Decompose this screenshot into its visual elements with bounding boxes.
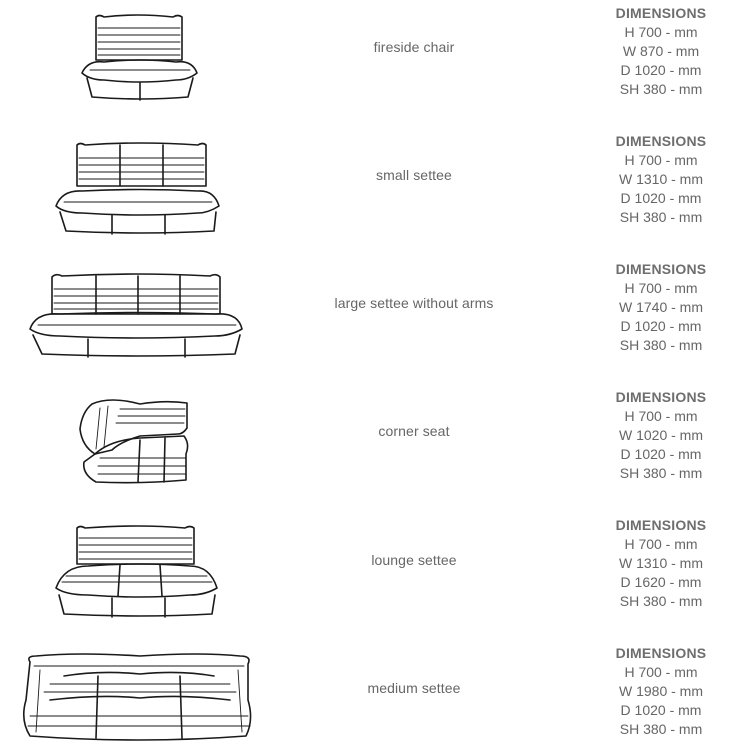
dimensions-block (598, 4, 724, 99)
dimensions-heading: DIMENSIONS (615, 389, 707, 405)
dimensions-block (598, 516, 724, 611)
dimensions-block (598, 132, 724, 227)
dimensions-block (598, 260, 724, 355)
dimension-width: W 870 - mm (622, 43, 700, 59)
lounge-settee-drawing-icon (0, 512, 300, 640)
dimension-seat-height: SH 380 - mm (619, 337, 703, 353)
dimensions-heading: DIMENSIONS (615, 133, 707, 149)
product-row-corner-seat (0, 384, 750, 512)
product-row-small-settee (0, 128, 750, 256)
product-row-fireside-chair (0, 0, 750, 128)
dimensions-heading: DIMENSIONS (615, 517, 707, 533)
dimension-depth: D 1020 - mm (620, 702, 702, 718)
product-name: lounge settee (371, 552, 457, 568)
dimension-width: W 1020 - mm (618, 427, 703, 443)
product-name: corner seat (378, 423, 450, 439)
dimension-seat-height: SH 380 - mm (619, 593, 703, 609)
product-row-large-settee (0, 256, 750, 384)
large-settee-drawing-icon (0, 256, 300, 384)
dimensions-block (598, 644, 724, 739)
fireside-chair-drawing-icon (0, 0, 300, 128)
dimension-height: H 700 - mm (624, 280, 698, 296)
dimension-seat-height: SH 380 - mm (619, 81, 703, 97)
product-row-medium-settee (0, 640, 750, 750)
dimension-depth: D 1020 - mm (620, 190, 702, 206)
corner-seat-drawing-icon (0, 384, 300, 512)
product-name: fireside chair (373, 39, 455, 55)
product-name: large settee without arms (334, 295, 494, 311)
dimensions-heading: DIMENSIONS (615, 645, 707, 661)
dimension-width: W 1310 - mm (618, 171, 703, 187)
medium-settee-drawing-icon (0, 640, 300, 750)
dimension-width: W 1740 - mm (618, 299, 703, 315)
dimensions-block (598, 388, 724, 483)
dimension-height: H 700 - mm (624, 24, 698, 40)
dimension-height: H 700 - mm (624, 664, 698, 680)
product-row-lounge-settee (0, 512, 750, 640)
dimension-seat-height: SH 380 - mm (619, 209, 703, 225)
dimension-width: W 1310 - mm (618, 555, 703, 571)
dimensions-heading: DIMENSIONS (615, 5, 707, 21)
dimensions-heading: DIMENSIONS (615, 261, 707, 277)
dimension-seat-height: SH 380 - mm (619, 721, 703, 737)
dimension-seat-height: SH 380 - mm (619, 465, 703, 481)
dimension-depth: D 1020 - mm (620, 62, 702, 78)
dimension-height: H 700 - mm (624, 152, 698, 168)
dimension-width: W 1980 - mm (618, 683, 703, 699)
dimension-depth: D 1620 - mm (620, 574, 702, 590)
dimension-depth: D 1020 - mm (620, 446, 702, 462)
small-settee-drawing-icon (0, 128, 300, 256)
dimension-depth: D 1020 - mm (620, 318, 702, 334)
product-name: medium settee (367, 680, 461, 696)
dimension-height: H 700 - mm (624, 536, 698, 552)
dimension-height: H 700 - mm (624, 408, 698, 424)
product-name: small settee (376, 167, 452, 183)
